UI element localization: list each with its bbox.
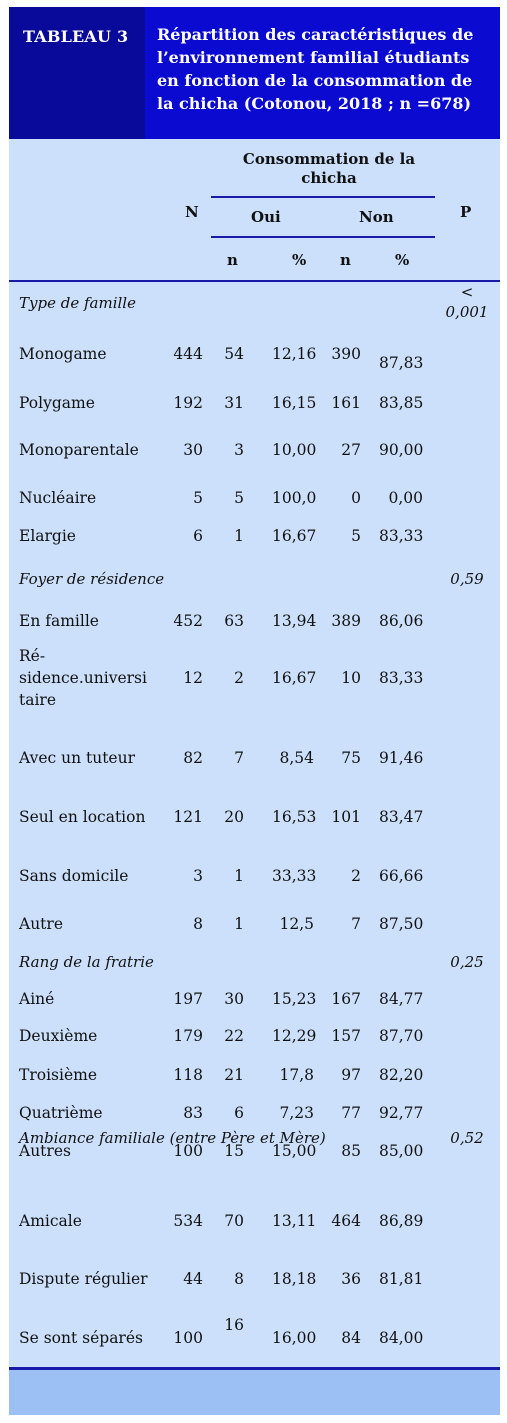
row-oui-n: 16 (224, 1316, 244, 1334)
table-title: Répartition des caractéristiques de l’environnement familial étudiants en fonction de la consommation de la chicha (Cotonou, 2018 ; n =678) (145, 7, 500, 139)
row-N: 197 (173, 990, 203, 1008)
row-label: Se sont séparés (19, 1329, 143, 1347)
row-N: 5 (193, 489, 203, 507)
row-non-pct: 87,70 (379, 1027, 424, 1045)
row-oui-pct: 12,5 (279, 915, 314, 933)
row-non-n: 85 (341, 1142, 361, 1160)
col-header-N: N (185, 203, 199, 221)
group-header: Consommation de la chicha (242, 150, 416, 187)
row-non-pct: 84,77 (379, 990, 424, 1008)
col-header-oui-n: n (227, 251, 238, 269)
row-label: taire (19, 691, 57, 709)
row-non-pct: 87,50 (379, 915, 424, 933)
row-N: 8 (193, 915, 203, 933)
row-non-n: 101 (331, 808, 361, 826)
row-non-n: 84 (341, 1329, 361, 1347)
row-N: 121 (173, 808, 203, 826)
row-non-pct: 85,00 (379, 1142, 424, 1160)
row-non-pct: 82,20 (379, 1066, 424, 1084)
table-sheet (9, 7, 500, 1415)
row-non-n: 167 (331, 990, 361, 1008)
row-non-pct: 83,33 (379, 527, 424, 545)
row-oui-pct: 8,54 (279, 749, 314, 767)
row-N: 6 (193, 527, 203, 545)
row-oui-n: 15 (224, 1142, 244, 1160)
row-N: 82 (183, 749, 203, 767)
row-label: Polygame (19, 394, 95, 412)
row-oui-pct: 16,67 (272, 669, 317, 687)
row-N: 83 (183, 1104, 203, 1122)
row-non-n: 2 (351, 867, 361, 885)
section-p-value: 0,52 (450, 1129, 484, 1147)
row-label: Monogame (19, 345, 107, 363)
col-header-non-pct: % (395, 251, 410, 269)
row-oui-n: 5 (234, 489, 244, 507)
row-non-pct: 90,00 (379, 441, 424, 459)
row-non-pct: 84,00 (379, 1329, 424, 1347)
section-p-value: 0,001 (445, 303, 489, 321)
row-oui-pct: 18,18 (272, 1270, 317, 1288)
row-non-pct: 86,06 (379, 612, 424, 630)
row-non-pct: 91,46 (379, 749, 424, 767)
row-oui-n: 63 (224, 612, 244, 630)
row-N: 179 (173, 1027, 203, 1045)
row-oui-n: 6 (234, 1104, 244, 1122)
row-oui-n: 31 (224, 394, 244, 412)
row-oui-pct: 13,11 (272, 1212, 317, 1230)
row-oui-pct: 12,16 (272, 345, 317, 363)
row-oui-n: 7 (234, 749, 244, 767)
row-non-n: 464 (331, 1212, 361, 1230)
row-non-n: 390 (331, 345, 361, 363)
row-N: 118 (173, 1066, 203, 1084)
row-non-pct: 83,47 (379, 808, 424, 826)
row-N: 30 (183, 441, 203, 459)
row-label: Autres (19, 1142, 71, 1160)
row-oui-n: 20 (224, 808, 244, 826)
row-oui-n: 1 (234, 527, 244, 545)
row-N: 12 (183, 669, 203, 687)
row-non-pct: 66,66 (379, 867, 424, 885)
row-label: Dispute régulier (19, 1270, 148, 1288)
row-label: sidence.universi (19, 669, 147, 687)
row-N: 444 (173, 345, 203, 363)
col-header-oui: Oui (251, 208, 281, 226)
row-N: 452 (173, 612, 203, 630)
row-N: 44 (183, 1270, 203, 1288)
row-non-pct: 0,00 (388, 489, 423, 507)
row-oui-pct: 100,0 (272, 489, 317, 507)
row-oui-n: 1 (234, 867, 244, 885)
row-label: Deuxième (19, 1027, 98, 1045)
row-oui-n: 3 (234, 441, 244, 459)
row-oui-n: 30 (224, 990, 244, 1008)
row-label: Amicale (19, 1212, 82, 1230)
row-oui-n: 2 (234, 669, 244, 687)
row-label: Elargie (19, 527, 76, 545)
row-oui-pct: 33,33 (272, 867, 317, 885)
row-oui-pct: 17,8 (279, 1066, 314, 1084)
sub-underline (211, 236, 435, 238)
section-p-value: < (460, 283, 474, 301)
row-oui-pct: 16,53 (272, 808, 317, 826)
row-non-n: 157 (331, 1027, 361, 1045)
section-title: Foyer de résidence (19, 570, 165, 588)
row-non-n: 5 (351, 527, 361, 545)
row-non-pct: 86,89 (379, 1212, 424, 1230)
row-label: Ré- (19, 647, 46, 665)
row-N: 192 (173, 394, 203, 412)
row-non-pct: 83,33 (379, 669, 424, 687)
row-N: 3 (193, 867, 203, 885)
section-title: Ambiance familiale (entre Père et Mère) (19, 1129, 326, 1147)
row-oui-n: 54 (224, 345, 244, 363)
col-header-oui-pct: % (292, 251, 307, 269)
row-N: 100 (173, 1329, 203, 1347)
row-non-pct: 81,81 (379, 1270, 424, 1288)
row-non-n: 36 (341, 1270, 361, 1288)
row-label: Sans domicile (19, 867, 129, 885)
row-label: Ainé (19, 990, 55, 1008)
row-label: Quatrième (19, 1104, 103, 1122)
row-non-n: 27 (341, 441, 361, 459)
row-N: 534 (173, 1212, 203, 1230)
row-oui-pct: 13,94 (272, 612, 317, 630)
row-non-n: 77 (341, 1104, 361, 1122)
row-non-pct: 83,85 (379, 394, 424, 412)
row-label: Troisième (19, 1066, 97, 1084)
row-non-n: 10 (341, 669, 361, 687)
row-oui-pct: 16,00 (272, 1329, 317, 1347)
section-title: Rang de la fratrie (19, 953, 154, 971)
row-label: Avec un tuteur (19, 749, 136, 767)
group-underline (211, 196, 435, 198)
section-p-value: 0,59 (450, 570, 484, 588)
header-bottom-rule (9, 280, 500, 282)
row-label: Seul en location (19, 808, 146, 826)
table-footer-band (9, 1370, 500, 1415)
row-non-n: 389 (331, 612, 361, 630)
row-non-n: 75 (341, 749, 361, 767)
row-label: Nucléaire (19, 489, 97, 507)
section-title: Type de famille (19, 294, 136, 312)
row-oui-pct: 15,23 (272, 990, 317, 1008)
row-label: Autre (19, 915, 63, 933)
section-p-value: 0,25 (450, 953, 484, 971)
col-header-non: Non (359, 208, 394, 226)
row-oui-pct: 12,29 (272, 1027, 317, 1045)
row-oui-pct: 16,67 (272, 527, 317, 545)
col-header-p: P (460, 203, 472, 221)
row-oui-pct: 15,00 (272, 1142, 317, 1160)
table-label: TABLEAU 3 (9, 7, 145, 139)
row-oui-n: 22 (224, 1027, 244, 1045)
row-label: En famille (19, 612, 99, 630)
row-oui-n: 21 (224, 1066, 244, 1084)
row-oui-n: 70 (224, 1212, 244, 1230)
row-label: Monoparentale (19, 441, 139, 459)
row-non-n: 97 (341, 1066, 361, 1084)
row-non-pct: 87,83 (379, 354, 424, 372)
row-oui-pct: 16,15 (272, 394, 317, 412)
row-non-pct: 92,77 (379, 1104, 424, 1122)
row-non-n: 161 (331, 394, 361, 412)
col-header-non-n: n (340, 251, 351, 269)
row-non-n: 0 (351, 489, 361, 507)
row-oui-pct: 7,23 (279, 1104, 314, 1122)
row-non-n: 7 (351, 915, 361, 933)
row-oui-pct: 10,00 (272, 441, 317, 459)
row-oui-n: 8 (234, 1270, 244, 1288)
row-oui-n: 1 (234, 915, 244, 933)
row-N: 100 (173, 1142, 203, 1160)
